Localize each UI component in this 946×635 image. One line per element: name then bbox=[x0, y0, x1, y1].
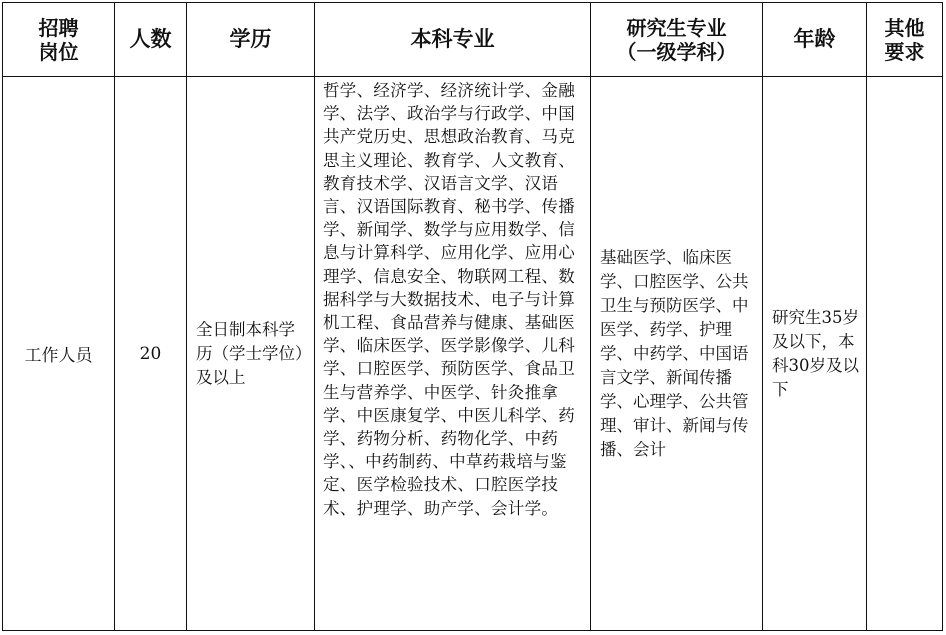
header-grad-major: 研究生专业 （一级学科） bbox=[591, 3, 763, 77]
header-other: 其他 要求 bbox=[867, 3, 943, 77]
cell-undergrad-major: 哲学、经济学、经济统计学、金融学、法学、政治学与行政学、中国共产党历史、思想政治教育、马克思主义理论、教育学、人文教育、教育技术学、汉语言文学、汉语言、汉语国际教育、秘书学、传播学、新闻学、数学与应用数学、信息与计算科学、应用化学、应用心理学、信息安全、物联网工程、数据科学与大数据技术、电子与计算机工程、食品营养与健康、基础医学、临床医学、医学影像学、儿科学、口腔医学、预防医学、食品卫生与营养学、中医学、针灸推拿学、中医康复学、中医儿科学、药学、药物分析、药物化学、中药学、、中药制药、中草药栽培与鉴定、医学检验技术、口腔医学技术、护理学、助产学、会计学。 bbox=[315, 77, 591, 631]
recruitment-table bbox=[2, 2, 943, 631]
header-age: 年龄 bbox=[763, 3, 867, 77]
cell-count: 20 bbox=[115, 77, 187, 631]
header-position: 招聘 岗位 bbox=[3, 3, 115, 77]
header-education: 学历 bbox=[187, 3, 315, 77]
header-row bbox=[3, 3, 943, 77]
header-count: 人数 bbox=[115, 3, 187, 77]
cell-grad-major: 基础医学、临床医学、口腔医学、公共卫生与预防医学、中医学、药学、护理学、中药学、中国语言文学、新闻传播学、心理学、公共管理、审计、新闻与传播、会计 bbox=[591, 77, 763, 631]
cell-education: 全日制本科学历（学士学位）及以上 bbox=[187, 77, 315, 631]
table-row bbox=[3, 77, 943, 631]
cell-position: 工作人员 bbox=[3, 77, 115, 631]
cell-other bbox=[867, 77, 943, 631]
header-undergrad-major: 本科专业 bbox=[315, 3, 591, 77]
cell-age: 研究生35岁及以下，本科30岁及以下 bbox=[763, 77, 867, 631]
